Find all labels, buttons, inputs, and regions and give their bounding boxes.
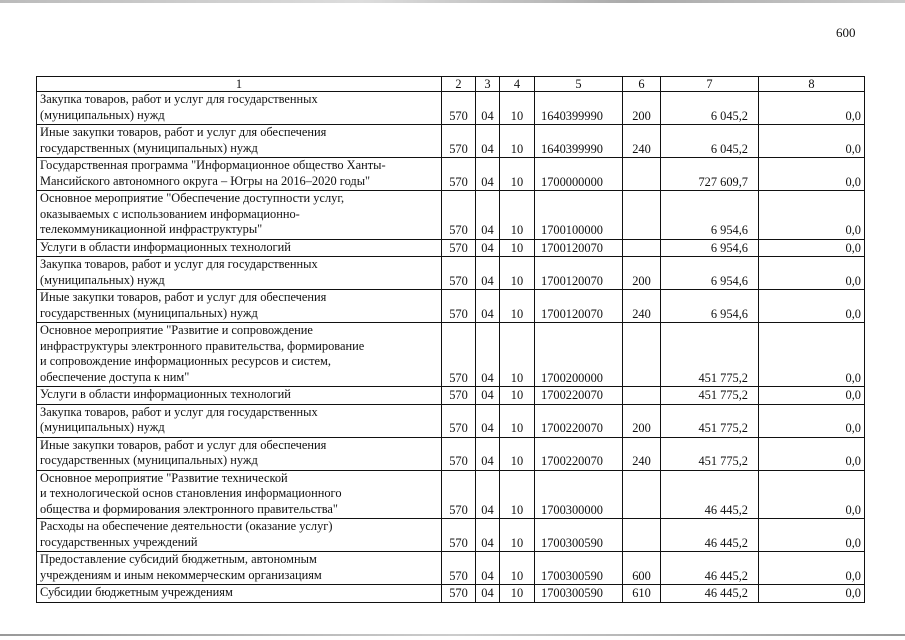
row-amount2-cell: 0,0 <box>759 158 865 191</box>
header-row <box>37 77 865 92</box>
row-name-cell: Услуги в области информационных технологий <box>37 239 442 257</box>
row-type-cell <box>623 191 661 240</box>
row-amount2-cell: 0,0 <box>759 585 865 603</box>
table-row <box>37 519 865 552</box>
table-row <box>37 125 865 158</box>
row-amount-cell: 46 445,2 <box>661 552 759 585</box>
row-code-cell: 1640399990 <box>535 125 623 158</box>
row-type-cell: 240 <box>623 290 661 323</box>
row-section-cell: 04 <box>476 404 500 437</box>
column-header: 8 <box>759 77 865 92</box>
row-amount2-cell: 0,0 <box>759 290 865 323</box>
row-subsection-cell: 10 <box>500 585 535 603</box>
table-body <box>37 92 865 603</box>
row-section-cell: 04 <box>476 470 500 519</box>
column-header: 6 <box>623 77 661 92</box>
row-name-cell: Иные закупки товаров, работ и услуг для обеспечения государственных (муниципальных) нужд <box>37 437 442 470</box>
row-name-cell: Закупка товаров, работ и услуг для государственных (муниципальных) нужд <box>37 404 442 437</box>
row-subsection-cell: 10 <box>500 323 535 387</box>
row-type-cell <box>623 323 661 387</box>
row-section-cell: 04 <box>476 239 500 257</box>
row-subsection-cell: 10 <box>500 290 535 323</box>
table-row <box>37 585 865 603</box>
table-row <box>37 92 865 125</box>
table-row <box>37 404 865 437</box>
row-group-cell: 570 <box>442 125 476 158</box>
row-subsection-cell: 10 <box>500 552 535 585</box>
row-amount2-cell: 0,0 <box>759 191 865 240</box>
row-section-cell: 04 <box>476 257 500 290</box>
row-name-cell: Услуги в области информационных технологий <box>37 387 442 405</box>
row-subsection-cell: 10 <box>500 125 535 158</box>
row-amount-cell: 451 775,2 <box>661 387 759 405</box>
row-group-cell: 570 <box>442 387 476 405</box>
row-amount-cell: 451 775,2 <box>661 437 759 470</box>
row-code-cell: 1700120070 <box>535 290 623 323</box>
row-name-cell: Субсидии бюджетным учреждениям <box>37 585 442 603</box>
table-row <box>37 239 865 257</box>
row-type-cell: 240 <box>623 437 661 470</box>
row-subsection-cell: 10 <box>500 239 535 257</box>
row-code-cell: 1700300590 <box>535 585 623 603</box>
row-name-cell: Расходы на обеспечение деятельности (оказание услуг) государственных учреждений <box>37 519 442 552</box>
row-name-cell: Основное мероприятие "Развитие технической и технологической основ становления информационного общества и формирования электронного правительства" <box>37 470 442 519</box>
row-group-cell: 570 <box>442 552 476 585</box>
row-amount2-cell: 0,0 <box>759 519 865 552</box>
table-row <box>37 290 865 323</box>
row-type-cell <box>623 239 661 257</box>
column-header: 5 <box>535 77 623 92</box>
row-name-cell: Закупка товаров, работ и услуг для государственных (муниципальных) нужд <box>37 257 442 290</box>
row-name-cell: Основное мероприятие "Обеспечение доступности услуг, оказываемых с использованием информационно- телекоммуникационной инфраструктуры" <box>37 191 442 240</box>
row-section-cell: 04 <box>476 387 500 405</box>
row-amount-cell: 46 445,2 <box>661 585 759 603</box>
row-code-cell: 1700000000 <box>535 158 623 191</box>
row-group-cell: 570 <box>442 239 476 257</box>
table-row <box>37 191 865 240</box>
row-group-cell: 570 <box>442 404 476 437</box>
row-type-cell: 610 <box>623 585 661 603</box>
row-code-cell: 1640399990 <box>535 92 623 125</box>
row-group-cell: 570 <box>442 585 476 603</box>
row-amount2-cell: 0,0 <box>759 125 865 158</box>
column-header: 3 <box>476 77 500 92</box>
row-amount-cell: 6 954,6 <box>661 191 759 240</box>
row-subsection-cell: 10 <box>500 257 535 290</box>
row-amount2-cell: 0,0 <box>759 257 865 290</box>
row-amount2-cell: 0,0 <box>759 239 865 257</box>
row-amount-cell: 451 775,2 <box>661 404 759 437</box>
row-section-cell: 04 <box>476 323 500 387</box>
row-code-cell: 1700300000 <box>535 470 623 519</box>
row-name-cell: Иные закупки товаров, работ и услуг для обеспечения государственных (муниципальных) нужд <box>37 290 442 323</box>
row-group-cell: 570 <box>442 290 476 323</box>
row-group-cell: 570 <box>442 437 476 470</box>
row-amount2-cell: 0,0 <box>759 92 865 125</box>
table-row <box>37 437 865 470</box>
column-header: 7 <box>661 77 759 92</box>
table-row <box>37 323 865 387</box>
row-type-cell: 200 <box>623 404 661 437</box>
row-type-cell: 200 <box>623 92 661 125</box>
row-type-cell: 200 <box>623 257 661 290</box>
row-amount-cell: 46 445,2 <box>661 470 759 519</box>
row-amount2-cell: 0,0 <box>759 552 865 585</box>
row-code-cell: 1700300590 <box>535 552 623 585</box>
row-group-cell: 570 <box>442 158 476 191</box>
row-group-cell: 570 <box>442 470 476 519</box>
column-header: 1 <box>37 77 442 92</box>
budget-table <box>36 76 865 603</box>
row-type-cell <box>623 387 661 405</box>
row-amount-cell: 6 954,6 <box>661 257 759 290</box>
row-code-cell: 1700300590 <box>535 519 623 552</box>
row-type-cell <box>623 470 661 519</box>
row-section-cell: 04 <box>476 519 500 552</box>
row-name-cell: Предоставление субсидий бюджетным, автономным учреждениям и иным некоммерческим организациям <box>37 552 442 585</box>
scan-edge-top <box>0 0 905 3</box>
row-amount2-cell: 0,0 <box>759 437 865 470</box>
row-section-cell: 04 <box>476 552 500 585</box>
row-group-cell: 570 <box>442 191 476 240</box>
row-subsection-cell: 10 <box>500 437 535 470</box>
row-name-cell: Иные закупки товаров, работ и услуг для обеспечения государственных (муниципальных) нужд <box>37 125 442 158</box>
row-amount-cell: 46 445,2 <box>661 519 759 552</box>
row-type-cell <box>623 158 661 191</box>
row-name-cell: Основное мероприятие "Развитие и сопровождение инфраструктуры электронного правительства, формирование и сопровождение информационных ресурсов и систем, обеспечение доступа к ним" <box>37 323 442 387</box>
row-section-cell: 04 <box>476 585 500 603</box>
row-subsection-cell: 10 <box>500 158 535 191</box>
row-group-cell: 570 <box>442 323 476 387</box>
table-row <box>37 257 865 290</box>
row-amount-cell: 727 609,7 <box>661 158 759 191</box>
row-code-cell: 1700220070 <box>535 437 623 470</box>
table-header <box>37 77 865 92</box>
row-name-cell: Закупка товаров, работ и услуг для государственных (муниципальных) нужд <box>37 92 442 125</box>
row-code-cell: 1700220070 <box>535 404 623 437</box>
row-amount-cell: 6 954,6 <box>661 290 759 323</box>
row-group-cell: 570 <box>442 257 476 290</box>
row-subsection-cell: 10 <box>500 404 535 437</box>
row-amount2-cell: 0,0 <box>759 404 865 437</box>
row-subsection-cell: 10 <box>500 92 535 125</box>
row-code-cell: 1700100000 <box>535 191 623 240</box>
row-subsection-cell: 10 <box>500 387 535 405</box>
row-amount-cell: 6 045,2 <box>661 92 759 125</box>
row-section-cell: 04 <box>476 290 500 323</box>
page-number: 600 <box>836 25 856 40</box>
row-amount-cell: 451 775,2 <box>661 323 759 387</box>
table-row <box>37 158 865 191</box>
row-type-cell: 600 <box>623 552 661 585</box>
row-code-cell: 1700120070 <box>535 257 623 290</box>
row-subsection-cell: 10 <box>500 519 535 552</box>
row-group-cell: 570 <box>442 92 476 125</box>
row-section-cell: 04 <box>476 191 500 240</box>
row-amount2-cell: 0,0 <box>759 323 865 387</box>
row-type-cell <box>623 519 661 552</box>
row-subsection-cell: 10 <box>500 191 535 240</box>
row-section-cell: 04 <box>476 125 500 158</box>
row-code-cell: 1700120070 <box>535 239 623 257</box>
row-amount2-cell: 0,0 <box>759 387 865 405</box>
row-code-cell: 1700200000 <box>535 323 623 387</box>
table-row <box>37 552 865 585</box>
row-type-cell: 240 <box>623 125 661 158</box>
row-section-cell: 04 <box>476 92 500 125</box>
row-group-cell: 570 <box>442 519 476 552</box>
column-header: 4 <box>500 77 535 92</box>
row-section-cell: 04 <box>476 158 500 191</box>
row-section-cell: 04 <box>476 437 500 470</box>
row-amount-cell: 6 045,2 <box>661 125 759 158</box>
scan-edge-bottom <box>0 634 905 636</box>
table-row <box>37 470 865 519</box>
row-code-cell: 1700220070 <box>535 387 623 405</box>
row-amount-cell: 6 954,6 <box>661 239 759 257</box>
row-name-cell: Государственная программа "Информационное общество Ханты- Мансийского автономного округа – Югры на 2016–2020 годы" <box>37 158 442 191</box>
row-subsection-cell: 10 <box>500 470 535 519</box>
table-row <box>37 387 865 405</box>
row-amount2-cell: 0,0 <box>759 470 865 519</box>
column-header: 2 <box>442 77 476 92</box>
